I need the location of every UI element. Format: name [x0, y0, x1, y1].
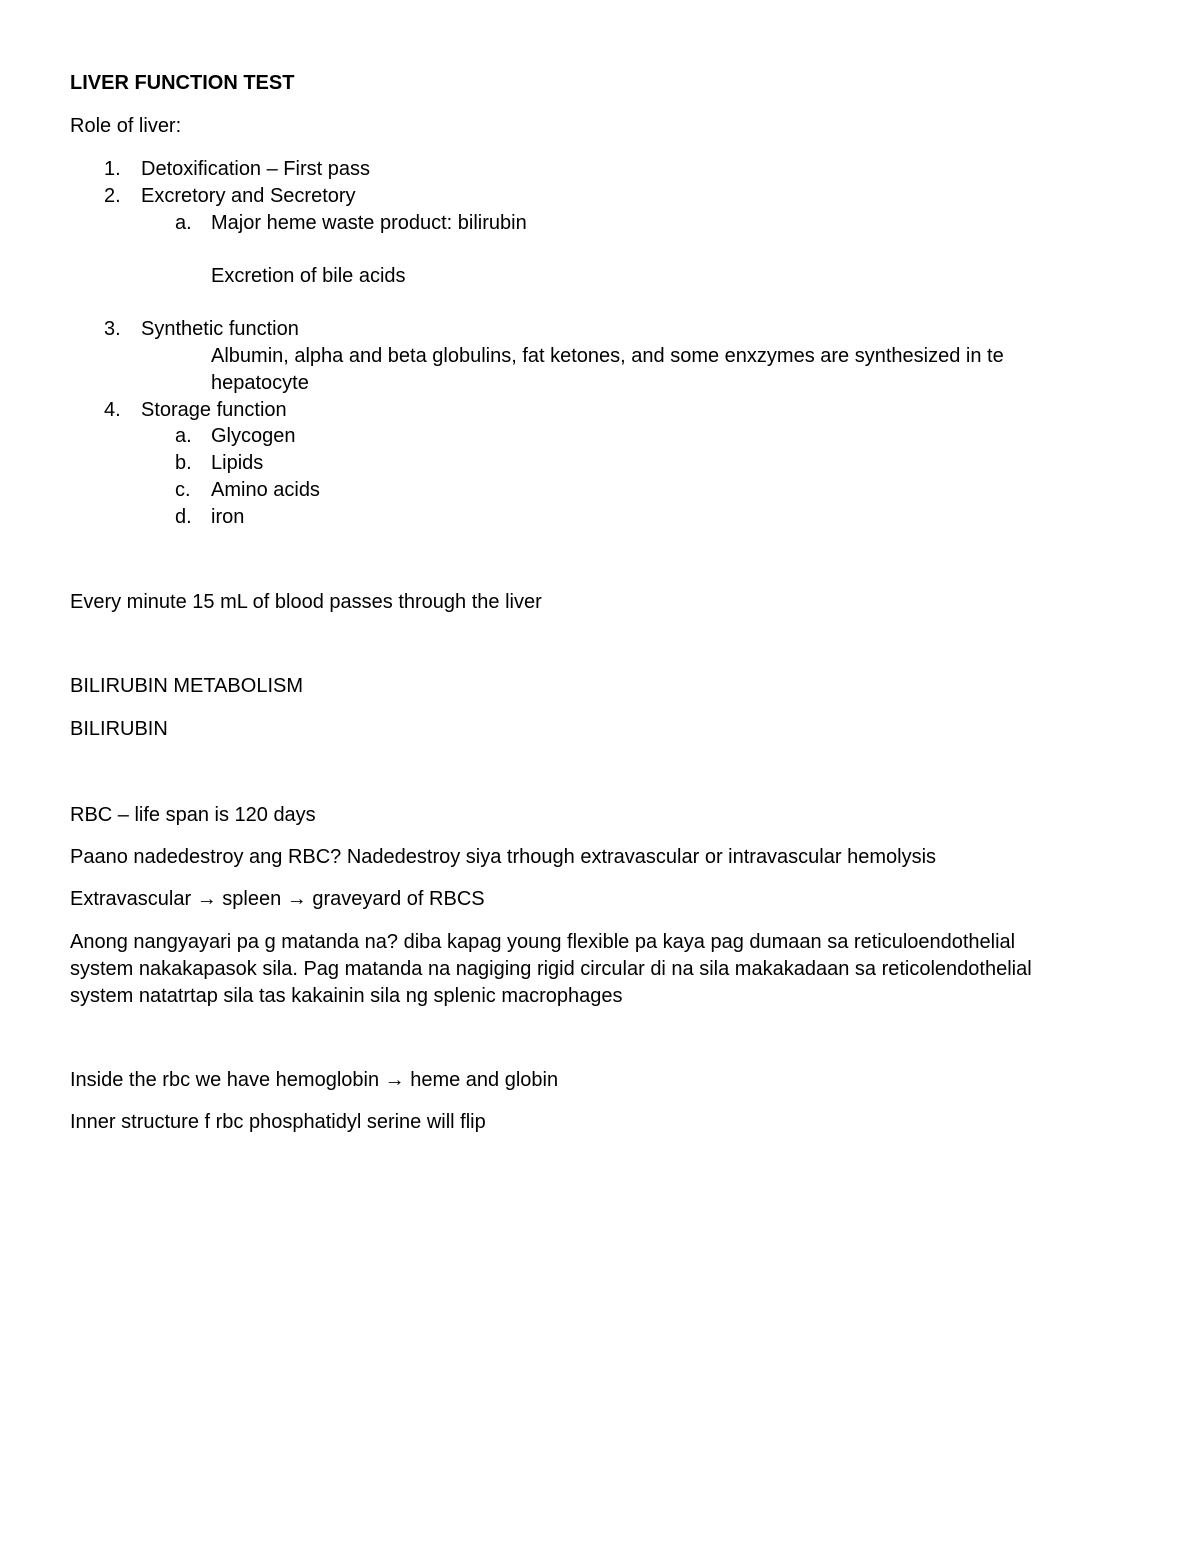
- extravascular-text: Extravascular → spleen → graveyard of RBCS: [70, 888, 485, 910]
- sublist-letter: a.: [175, 425, 192, 447]
- sublist-item: Lipids: [211, 452, 264, 474]
- sublist-extra: Excretion of bile acids: [211, 265, 406, 287]
- rbc-lifespan-text: RBC – life span is 120 days: [70, 804, 316, 826]
- sublist-item: Major heme waste product: bilirubin: [211, 212, 527, 234]
- synthetic-description-cont: hepatocyte: [211, 372, 309, 394]
- list-number: 3.: [104, 318, 121, 340]
- old-rbc-paragraph-line: Anong nangyayari pa g matanda na? diba kapag young flexible pa kaya pag dumaan sa reticuloendothelial: [70, 931, 1016, 953]
- list-number: 2.: [104, 185, 121, 207]
- page-title: LIVER FUNCTION TEST: [70, 72, 295, 94]
- list-item: Storage function: [141, 399, 287, 421]
- hemoglobin-text: Inside the rbc we have hemoglobin → heme and globin: [70, 1069, 559, 1091]
- list-number: 1.: [104, 158, 121, 180]
- sublist-letter: b.: [175, 452, 192, 474]
- sublist-letter: c.: [175, 479, 191, 501]
- metabolism-heading: BILIRUBIN METABOLISM: [70, 675, 304, 697]
- rbc-destroy-text: Paano nadedestroy ang RBC? Nadedestroy siya trhough extravascular or intravascular hemolysis: [70, 846, 937, 868]
- synthetic-description: Albumin, alpha and beta globulins, fat ketones, and some enxzymes are synthesized in te: [211, 345, 1004, 367]
- blood-flow-text: Every minute 15 mL of blood passes through the liver: [70, 591, 542, 613]
- list-item: Excretory and Secretory: [141, 185, 356, 207]
- sublist-letter: a.: [175, 212, 192, 234]
- list-item: Detoxification – First pass: [141, 158, 370, 180]
- sublist-letter: d.: [175, 506, 192, 528]
- bilirubin-heading: BILIRUBIN: [70, 718, 168, 740]
- sublist-item: Glycogen: [211, 425, 296, 447]
- sublist-item: Amino acids: [211, 479, 320, 501]
- old-rbc-paragraph-line: system natatrtap sila tas kakainin sila ng splenic macrophages: [70, 985, 623, 1007]
- role-heading: Role of liver:: [70, 115, 182, 137]
- list-number: 4.: [104, 399, 121, 421]
- old-rbc-paragraph-line: system nakakapasok sila. Pag matanda na nagiging rigid circular di na sila makakadaan sa reticolendothelial: [70, 958, 1032, 980]
- list-item: Synthetic function: [141, 318, 299, 340]
- sublist-item: iron: [211, 506, 245, 528]
- inner-structure-text: Inner structure f rbc phosphatidyl serine will flip: [70, 1111, 486, 1133]
